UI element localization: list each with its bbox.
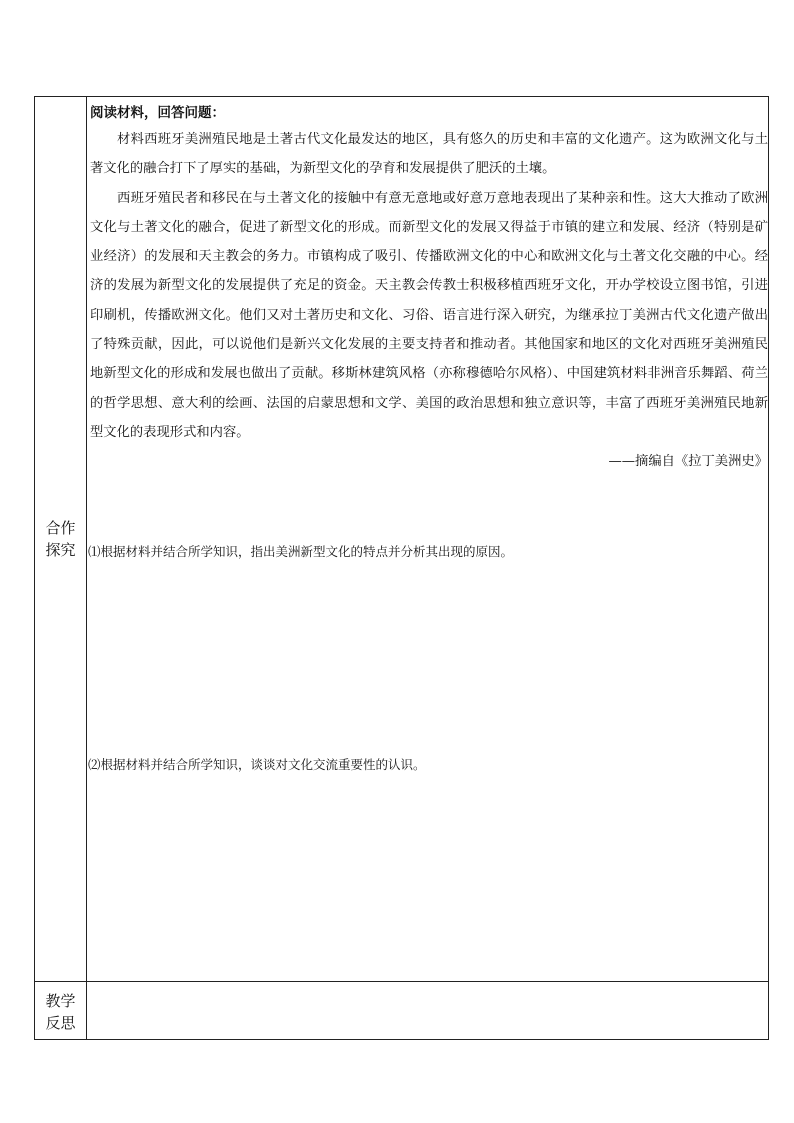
question-1: ⑴根据材料并结合所学知识，指出美洲新型文化的特点并分析其出现的原因。 — [88, 544, 514, 559]
section-label-line: 探究 — [45, 541, 76, 559]
section-label-cooperative-inquiry — [35, 517, 86, 561]
material-source: ——摘编自《拉丁美洲史》 — [608, 454, 768, 470]
section-label-line: 合作 — [45, 519, 76, 537]
row-divider — [35, 981, 768, 982]
column-divider — [86, 97, 87, 1039]
question-2: ⑵根据材料并结合所学知识，谈谈对文化交流重要性的认识。 — [88, 757, 426, 772]
material-content — [90, 101, 768, 477]
section-label-line: 反思 — [45, 1014, 76, 1032]
worksheet-table — [34, 96, 769, 1040]
section-label-line: 教学 — [45, 992, 76, 1010]
material-paragraph: 西班牙殖民者和移民在与土著文化的接触中有意无意地或好意万意地表现出了某种亲和性。这大大推动了欧洲文化与土著文化的融合，促进了新型文化的形成。而新型文化的发展又得益于市镇的建立和发展、经济（特别是矿业经济）的发展和天主教会的务力。市镇构成了吸引、传播欧洲文化的中心和欧洲文化与土著文化交融的中心。经济的发展为新型文化的发展提供了充足的资金。天主教会传教士积极移植西班牙文化，开办学校设立图书馆，引进印刷机，传播欧洲文化。他们又对土著历史和文化、习俗、语言进行深入研究，为继承拉丁美洲古代文化遗产做出了特殊贡献，因此，可以说他们是新兴文化发展的主要支持者和推动者。其他国家和地区的文化对西班牙美洲殖民地新型文化的形成和发展也做出了贡献。移斯林建筑风格（亦称穆德哈尔风格）、中国建筑材料非洲音乐舞蹈、荷兰的哲学思想、意大利的绘画、法国的启蒙思想和文学、美国的政治思想和独立意识等，丰富了西班牙美洲殖民地新型文化的表现形式和内容。 — [90, 190, 768, 440]
material-paragraph: 材料西班牙美洲殖民地是土著古代文化最发达的地区，具有悠久的历史和丰富的文化遗产。这为欧洲文化与土著文化的融合打下了厚实的基础，为新型文化的孕育和发展提供了肥沃的土壤。 — [90, 132, 768, 177]
section-label-teaching-reflection — [35, 990, 86, 1034]
material-heading: 阅读材料，回答问题： — [90, 105, 225, 121]
